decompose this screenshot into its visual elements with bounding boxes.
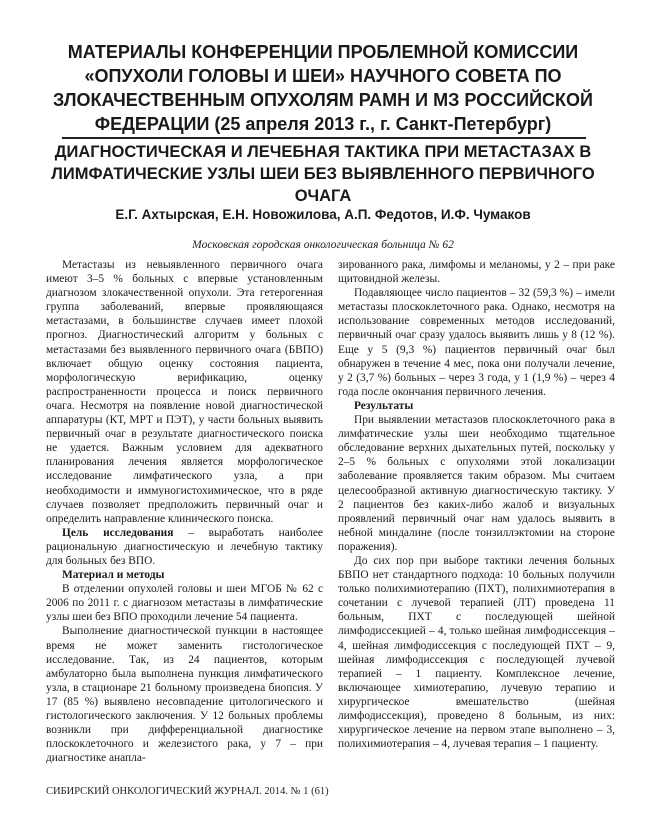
article-authors: Е.Г. Ахтырская, Е.Н. Новожилова, А.П. Федотов, И.Ф. Чумаков (115, 207, 531, 222)
results-heading: Результаты (354, 399, 414, 412)
methods-paragraph-1: В отделении опухолей головы и шеи МГОБ № 62 с 2006 по 2011 г. с диагнозом метастазы в лимфатические узлы шеи без ВПО проходили лечение 54 пациента. (46, 583, 323, 624)
journal-footer: СИБИРСКИЙ ОНКОЛОГИЧЕСКИЙ ЖУРНАЛ. 2014. № 1 (61) (46, 786, 329, 797)
intro-paragraph: Метастазы из невыявленного первичного очага имеют 3–5 % больных с впервые установленным диагнозом злокачественной опухоли. Эта гетерогенная группа заболеваний, впервые проявляющаяся метастазами, в большинстве случаев имеет плохой прогноз. Диагностический алгоритм у больных с метастазами без выявленного первичного очага (БВПО) включает общую оценку состояния пациента, морфологическую верификацию, оценку распространенности процесса и поиск первичного очага. Несмотря на появление новой диагностической аппаратуры (КТ, МРТ и ПЭТ), у части больных выявить первичный очаг в результате диагностического поиска не удается. Важным условием для адекватного планирования лечения является морфологическое исследование лимфатического узла, а при необходимости и иммуногистохимическое, что в ряде случаев позволяет предположить первичный очаг и определить направление клинического поиска. (46, 259, 323, 525)
left-column (46, 258, 323, 765)
conference-title: МАТЕРИАЛЫ КОНФЕРЕНЦИИ ПРОБЛЕМНОЙ КОМИССИИ «ОПУХОЛИ ГОЛОВЫ И ШЕИ» НАУЧНОГО СОВЕТА ПО ЗЛОКАЧЕСТВЕННЫМ ОПУХОЛЯМ РАМН И МЗ РОССИЙСКОЙ ФЕДЕРАЦИИ (25 апреля 2013 г., г. Санкт-Петербург) (53, 42, 593, 134)
goal-label: Цель исследования (62, 526, 174, 539)
results-paragraph-1: При выявлении метастазов плоскоклеточного рака в лимфатические узлы шеи необходимо тщательное обследование верхних дыхательных путей, поскольку у 2–5 % больных с опухолями этой локализации заболевание проявляется таким образом. Мы считаем целесообразной активную диагностическую тактику. У 2 пациентов без каких-либо жалоб и визуальных проявлений первичный очаг нам удалось выявить в небной миндалине (после тонзиллэктомии на стороне поражения). (338, 414, 615, 553)
methods-paragraph-2: Выполнение диагностической пункции в настоящее время не может заменить гистологическое исследование. Так, из 24 пациентов, которым амбулаторно была выполнена пункция лимфатического узла, в стационаре 21 больному произведена биопсия. У 17 (85 %) выявлено несовпадение цитологического и гистологического заключения. У 12 больных проблемы возникли при дифференциальной диагностике плоскоклеточного и железистого рака, у 7 – при диагностике анапла- (46, 625, 323, 765)
methods-heading: Материал и методы (62, 569, 165, 582)
results-paragraph-2: До сих пор при выборе тактики лечения больных БВПО нет стандартного подхода: 10 больных получили только полихимиотерапию (ПХТ), полихимиотерапия в сочетании с лучевой терапией (ЛТ) проведена 11 больным, ПХТ с последующей шейной лимфодиссекцией – 4, только шейная лимфодиссекция – 4, шейная лимфодиссекция с последующей ПХТ – 9, шейная лимфодиссекция с последующей лучевой терапией – 1 пациенту. Комплексное лечение, включающее химиотерапию, лучевую терапию и хирургическое вмешательство (шейная лимфодиссекция), проведено 8 больным, из них: хирургическое лечение на первом этапе выполнено – 3, полихимиотерапия – 4, лучевая терапия – 1 пациенту. (338, 554, 615, 751)
continued-paragraph: зированного рака, лимфомы и меланомы, у 2 – при раке щитовидной железы. (338, 259, 615, 286)
title-divider (62, 137, 586, 139)
article-title: ДИАГНОСТИЧЕСКАЯ И ЛЕЧЕБНАЯ ТАКТИКА ПРИ МЕТАСТАЗАХ В ЛИМФАТИЧЕСКИЕ УЗЛЫ ШЕИ БЕЗ ВЫЯВЛЕННОГО ПЕРВИЧНОГО ОЧАГА (51, 143, 595, 205)
goal-text: – выработать наиболее рациональную диагностическую и лечебную тактику для больных без ВПО. (46, 526, 323, 567)
right-column (338, 258, 615, 751)
author-affiliation: Московская городская онкологическая больница № 62 (192, 239, 454, 251)
patients-paragraph: Подавляющее число пациентов – 32 (59,3 %) – имели метастазы плоскоклеточного рака. Однако, несмотря на использование современных методов исследований, первичный очаг сразу удалось выявить лишь у 8 (12 %). Еще у 5 (9,3 %) пациентов первичный очаг был обнаружен в течение 4 мес, пока они получали лечение, у 2 (3,7 %) больных – через 3 года, у 1 (1,9 %) – через 4 года после окончания первичного лечения. (338, 287, 615, 398)
goal-paragraph (46, 526, 323, 568)
